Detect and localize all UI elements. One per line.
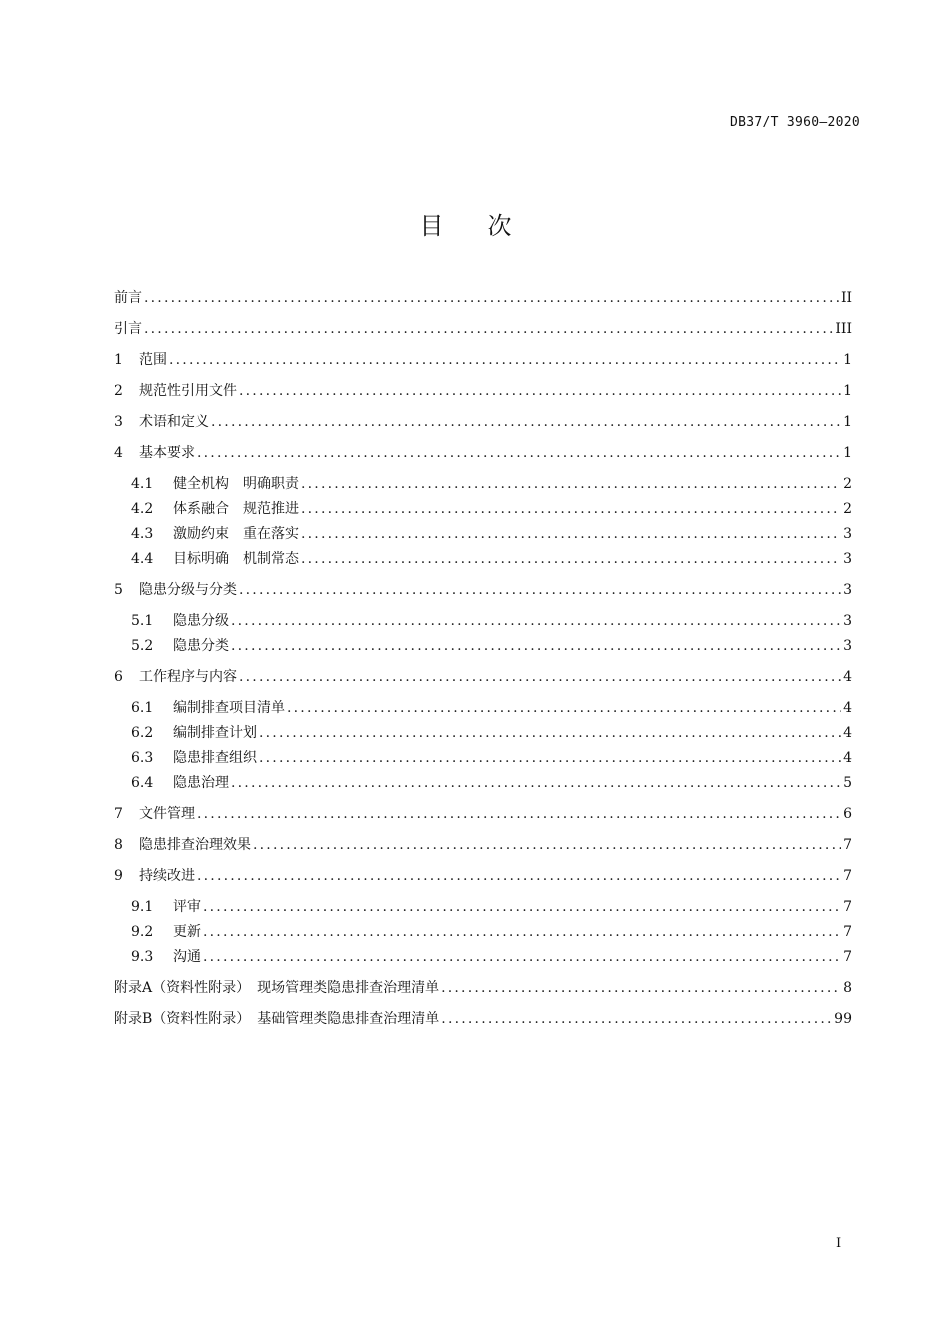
toc-entry[interactable] [114, 412, 852, 432]
toc-entry-number: 1 [114, 352, 123, 368]
toc-leader-dots [441, 1009, 832, 1029]
toc-entry-number: 7 [114, 806, 123, 822]
toc-entry-page: 7 [843, 899, 852, 915]
toc-entry-page: 3 [843, 526, 852, 542]
toc-entry[interactable] [131, 773, 852, 793]
toc-leader-dots [231, 611, 841, 631]
toc-entry[interactable] [114, 288, 852, 308]
toc-leader-dots [259, 748, 841, 768]
toc-leader-dots [169, 350, 841, 370]
toc-entry-title: 隐患分级 [173, 613, 229, 629]
toc-leader-dots [239, 381, 841, 401]
toc-entry-number: 6.1 [131, 700, 154, 716]
toc-entry-title: 引言 [114, 321, 142, 337]
toc-entry-title: 持续改进 [139, 868, 195, 884]
toc-entry-title: 隐患分级与分类 [139, 582, 237, 598]
toc-entry-title: 术语和定义 [139, 414, 209, 430]
toc-leader-dots [301, 549, 841, 569]
toc-entry-title: 隐患排查组织 [173, 750, 257, 766]
toc-entry[interactable] [131, 947, 852, 967]
toc-entry-page: 2 [843, 501, 852, 517]
toc-entry-number: 6.2 [131, 725, 154, 741]
toc-entry-title: 附录B（资料性附录） 基础管理类隐患排查治理清单 [114, 1011, 440, 1027]
toc-entry[interactable] [131, 611, 852, 631]
toc-entry-page: 4 [843, 750, 852, 766]
toc-entry[interactable] [131, 897, 852, 917]
toc-entry-number: 4 [114, 445, 123, 461]
toc-entry-page: 3 [843, 638, 852, 654]
toc-entry-title: 附录A（资料性附录） 现场管理类隐患排查治理清单 [114, 980, 440, 996]
toc-leader-dots [301, 474, 841, 494]
toc-entry-page: 1 [843, 383, 852, 399]
toc-entry-number: 2 [114, 383, 123, 399]
toc-entry-title: 目标明确 机制常态 [173, 551, 299, 567]
toc-entry-title: 体系融合 规范推进 [173, 501, 299, 517]
toc-entry-page: 8 [843, 980, 852, 996]
toc-entry-number: 3 [114, 414, 123, 430]
toc-leader-dots [203, 947, 841, 967]
toc-entry-number: 8 [114, 837, 123, 853]
toc-leader-dots [197, 443, 841, 463]
toc-entry[interactable] [114, 667, 852, 687]
toc-entry-title: 更新 [173, 924, 201, 940]
toc-entry[interactable] [114, 350, 852, 370]
toc-entry-number: 9 [114, 868, 123, 884]
toc-entry-title: 文件管理 [139, 806, 195, 822]
toc-entry[interactable] [114, 319, 852, 339]
toc-leader-dots [231, 773, 841, 793]
page-title: 目次 [419, 212, 556, 240]
toc-entry[interactable] [114, 835, 852, 855]
toc-leader-dots [211, 412, 841, 432]
toc-entry-number: 6.4 [131, 775, 154, 791]
toc-leader-dots [197, 804, 841, 824]
toc-entry-number: 5.1 [131, 613, 154, 629]
toc-entry[interactable] [131, 549, 852, 569]
toc-entry[interactable] [114, 804, 852, 824]
toc-entry[interactable] [114, 978, 852, 998]
toc-entry[interactable] [131, 636, 852, 656]
toc-entry-page: 3 [843, 582, 852, 598]
toc-entry-page: 4 [843, 669, 852, 685]
toc-entry[interactable] [131, 723, 852, 743]
toc-entry-page: 3 [843, 551, 852, 567]
toc-entry-page: 1 [843, 414, 852, 430]
toc-entry-number: 9.2 [131, 924, 154, 940]
toc-entry-number: 5 [114, 582, 123, 598]
toc-entry-title: 评审 [173, 899, 201, 915]
toc-leader-dots [287, 698, 841, 718]
toc-leader-dots [144, 288, 839, 308]
toc-entry-number: 4.3 [131, 526, 154, 542]
toc-entry-page: 7 [843, 949, 852, 965]
toc-entry[interactable] [131, 499, 852, 519]
toc-entry-title: 基本要求 [139, 445, 195, 461]
toc-entry-number: 5.2 [131, 638, 154, 654]
toc-leader-dots [259, 723, 841, 743]
toc-entry-title: 编制排查项目清单 [173, 700, 285, 716]
toc-entry[interactable] [114, 381, 852, 401]
toc-leader-dots [203, 897, 841, 917]
toc-leader-dots [239, 667, 841, 687]
toc-leader-dots [301, 524, 841, 544]
toc-leader-dots [197, 866, 841, 886]
toc-entry-number: 4.4 [131, 551, 154, 567]
toc-entry-number: 6.3 [131, 750, 154, 766]
toc-entry-number: 6 [114, 669, 123, 685]
toc-leader-dots [144, 319, 833, 339]
toc-leader-dots [239, 580, 841, 600]
toc-entry[interactable] [131, 524, 852, 544]
toc-entry[interactable] [114, 1009, 852, 1029]
toc-entry-page: 99 [834, 1011, 852, 1027]
toc-entry[interactable] [114, 443, 852, 463]
toc-entry-page: 1 [843, 445, 852, 461]
toc-entry-title: 隐患治理 [173, 775, 229, 791]
toc-entry-page: 3 [843, 613, 852, 629]
toc-entry-page: II [840, 290, 852, 306]
toc-entry-page: 4 [843, 700, 852, 716]
toc-entry[interactable] [131, 474, 852, 494]
toc-entry-title: 沟通 [173, 949, 201, 965]
toc-entry-page: 6 [843, 806, 852, 822]
toc-leader-dots [231, 636, 841, 656]
toc-leader-dots [253, 835, 841, 855]
toc-entry-title: 规范性引用文件 [139, 383, 237, 399]
toc-entry-title: 范围 [139, 352, 167, 368]
toc-entry-title: 编制排查计划 [173, 725, 257, 741]
document-code: DB37/T 3960—2020 [729, 115, 860, 130]
toc-entry[interactable] [114, 580, 852, 600]
toc-entry[interactable] [114, 866, 852, 886]
toc-entry-title: 隐患排查治理效果 [139, 837, 251, 853]
toc-entry-number: 9.1 [131, 899, 154, 915]
toc-leader-dots [203, 922, 841, 942]
toc-entry-page: 2 [843, 476, 852, 492]
toc-entry-page: 4 [843, 725, 852, 741]
toc-entry-title: 隐患分类 [173, 638, 229, 654]
toc-entry-page: 7 [843, 868, 852, 884]
toc-entry-number: 9.3 [131, 949, 154, 965]
toc-entry-page: 7 [843, 837, 852, 853]
toc-entry-page: III [835, 321, 852, 337]
toc-entry-title: 前言 [114, 290, 142, 306]
toc-entry-page: 5 [843, 775, 852, 791]
toc-entry[interactable] [131, 748, 852, 768]
toc-entry-number: 4.2 [131, 501, 154, 517]
toc-entry-page: 1 [843, 352, 852, 368]
toc-entry-title: 健全机构 明确职责 [173, 476, 299, 492]
toc-entry-title: 工作程序与内容 [139, 669, 237, 685]
toc-entry-title: 激励约束 重在落实 [173, 526, 299, 542]
toc-entry[interactable] [131, 922, 852, 942]
page-number: I [836, 1236, 842, 1251]
toc-entry-number: 4.1 [131, 476, 154, 492]
toc-leader-dots [301, 499, 841, 519]
toc-leader-dots [441, 978, 841, 998]
toc-entry[interactable] [131, 698, 852, 718]
toc-entry-page: 7 [843, 924, 852, 940]
